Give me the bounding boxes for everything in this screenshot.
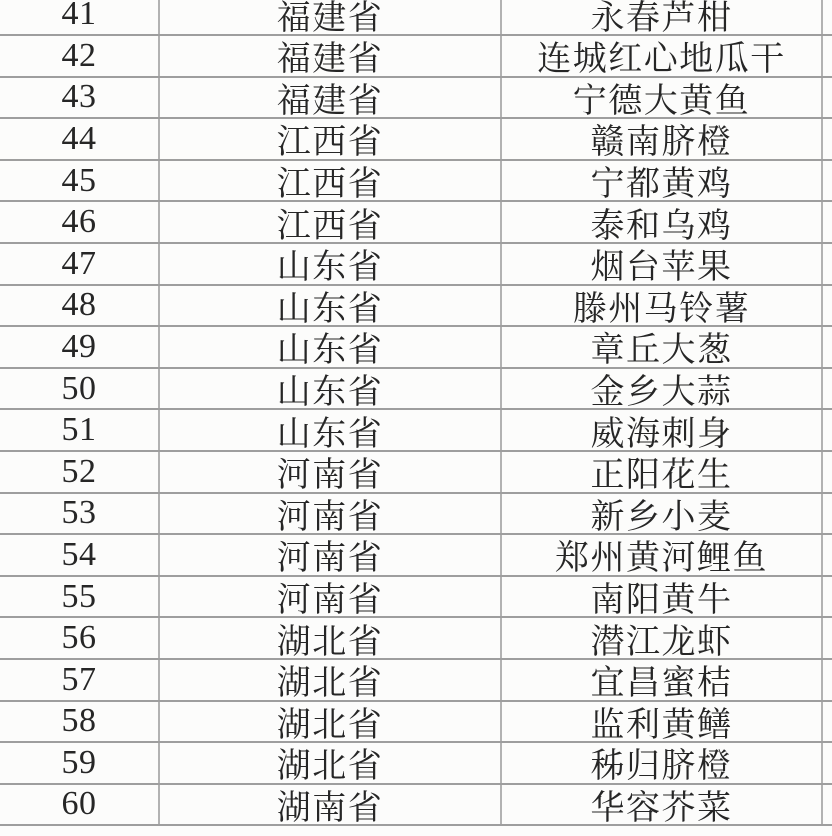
edge-sliver-cell	[823, 702, 832, 742]
row-number-cell: 60	[0, 785, 160, 825]
edge-sliver-cell	[823, 78, 832, 118]
province-cell: 山东省	[160, 327, 502, 367]
province-cell: 湖北省	[160, 660, 502, 700]
province-cell: 山东省	[160, 244, 502, 284]
product-cell: 威海刺身	[502, 410, 823, 450]
table-row	[0, 202, 832, 244]
province-cell: 江西省	[160, 202, 502, 242]
product-cell: 赣南脐橙	[502, 119, 823, 159]
product-cell: 华容芥菜	[502, 785, 823, 825]
product-cell: 宁都黄鸡	[502, 161, 823, 201]
province-cell: 江西省	[160, 161, 502, 201]
product-cell: 正阳花生	[502, 452, 823, 492]
product-cell: 永春芦柑	[502, 0, 823, 34]
edge-sliver-cell	[823, 410, 832, 450]
row-number-cell: 46	[0, 202, 160, 242]
product-cell: 新乡小麦	[502, 494, 823, 534]
edge-sliver-cell	[823, 119, 832, 159]
edge-sliver-cell	[823, 244, 832, 284]
row-number-cell: 41	[0, 0, 160, 34]
edge-sliver-cell	[823, 286, 832, 326]
table-row	[0, 0, 832, 36]
product-cell: 秭归脐橙	[502, 743, 823, 783]
province-cell: 山东省	[160, 410, 502, 450]
row-number-cell: 59	[0, 743, 160, 783]
table-row	[0, 327, 832, 369]
row-number-cell: 56	[0, 618, 160, 658]
province-cell: 湖北省	[160, 743, 502, 783]
row-number-cell: 48	[0, 286, 160, 326]
province-cell: 福建省	[160, 78, 502, 118]
province-cell: 山东省	[160, 369, 502, 409]
table-row	[0, 618, 832, 660]
product-cell: 监利黄鳝	[502, 702, 823, 742]
row-number-cell: 58	[0, 702, 160, 742]
table-row	[0, 660, 832, 702]
table-row	[0, 452, 832, 494]
table-row	[0, 535, 832, 577]
table-row	[0, 702, 832, 744]
edge-sliver-cell	[823, 36, 832, 76]
table-row	[0, 36, 832, 78]
product-cell: 南阳黄牛	[502, 577, 823, 617]
table-row	[0, 369, 832, 411]
product-cell: 章丘大葱	[502, 327, 823, 367]
row-number-cell: 53	[0, 494, 160, 534]
edge-sliver-cell	[823, 161, 832, 201]
table-row	[0, 410, 832, 452]
province-cell: 江西省	[160, 119, 502, 159]
row-number-cell: 45	[0, 161, 160, 201]
edge-sliver-cell	[823, 494, 832, 534]
product-cell: 宁德大黄鱼	[502, 78, 823, 118]
table-row	[0, 577, 832, 619]
edge-sliver-cell	[823, 577, 832, 617]
table-row	[0, 286, 832, 328]
product-cell: 连城红心地瓜干	[502, 36, 823, 76]
table-row	[0, 78, 832, 120]
row-number-cell: 52	[0, 452, 160, 492]
table-row	[0, 161, 832, 203]
province-cell: 河南省	[160, 577, 502, 617]
row-number-cell: 54	[0, 535, 160, 575]
product-cell: 潜江龙虾	[502, 618, 823, 658]
edge-sliver-cell	[823, 618, 832, 658]
province-cell: 福建省	[160, 0, 502, 34]
province-cell: 河南省	[160, 452, 502, 492]
edge-sliver-cell	[823, 785, 832, 825]
row-number-cell: 49	[0, 327, 160, 367]
table-row	[0, 785, 832, 827]
product-cell: 宜昌蜜桔	[502, 660, 823, 700]
product-cell: 郑州黄河鲤鱼	[502, 535, 823, 575]
row-number-cell: 55	[0, 577, 160, 617]
product-cell: 金乡大蒜	[502, 369, 823, 409]
row-number-cell: 44	[0, 119, 160, 159]
table-row	[0, 119, 832, 161]
product-cell: 烟台苹果	[502, 244, 823, 284]
row-number-cell: 57	[0, 660, 160, 700]
row-number-cell: 47	[0, 244, 160, 284]
table-row	[0, 743, 832, 785]
province-cell: 湖北省	[160, 618, 502, 658]
edge-sliver-cell	[823, 369, 832, 409]
province-cell: 福建省	[160, 36, 502, 76]
table-row	[0, 494, 832, 536]
province-cell: 湖北省	[160, 702, 502, 742]
province-cell: 河南省	[160, 494, 502, 534]
province-cell: 湖南省	[160, 785, 502, 825]
edge-sliver-cell	[823, 452, 832, 492]
edge-sliver-cell	[823, 660, 832, 700]
row-number-cell: 51	[0, 410, 160, 450]
edge-sliver-cell	[823, 202, 832, 242]
edge-sliver-cell	[823, 743, 832, 783]
table-row	[0, 244, 832, 286]
edge-sliver-cell	[823, 535, 832, 575]
product-cell: 泰和乌鸡	[502, 202, 823, 242]
row-number-cell: 43	[0, 78, 160, 118]
product-cell: 滕州马铃薯	[502, 286, 823, 326]
row-number-cell: 42	[0, 36, 160, 76]
edge-sliver-cell	[823, 0, 832, 34]
edge-sliver-cell	[823, 327, 832, 367]
province-cell: 山东省	[160, 286, 502, 326]
row-number-cell: 50	[0, 369, 160, 409]
province-cell: 河南省	[160, 535, 502, 575]
